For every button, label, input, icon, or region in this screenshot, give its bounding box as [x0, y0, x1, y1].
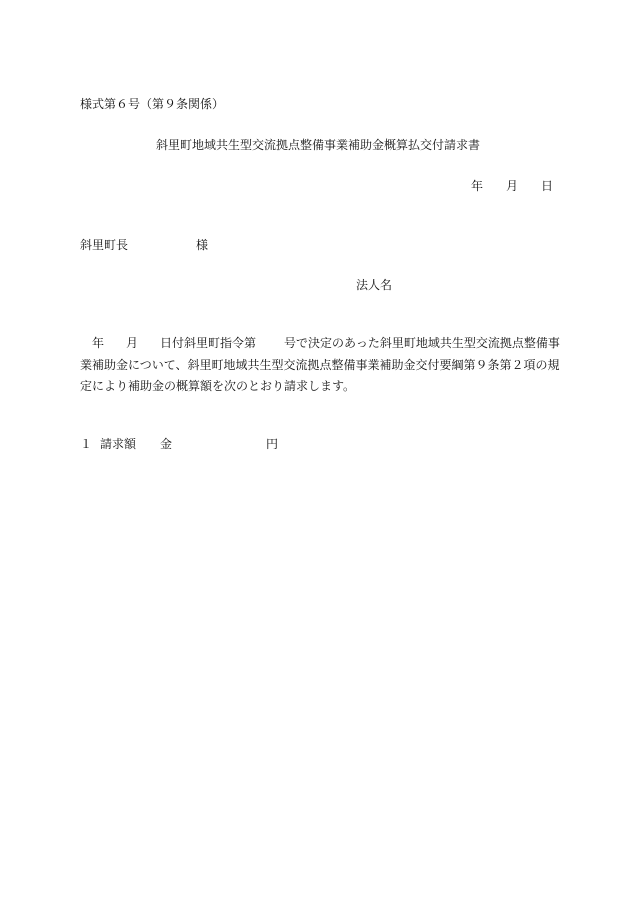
date-day-label: 日 — [541, 179, 554, 193]
claim-item-number: １ — [80, 437, 93, 451]
date-year-label: 年 — [471, 179, 484, 193]
body-line-2: 業補助金について、斜里町地域共生型交流拠点整備事業補助金交付要綱第９条第２項の規 — [80, 358, 560, 372]
body-text-part-b: 号で決定のあった斜里町地域共生型交流拠点整備事 — [284, 336, 560, 350]
document-title: 斜里町地域共生型交流拠点整備事業補助金概算払交付請求書 — [156, 138, 481, 152]
claim-currency-prefix: 金 — [160, 437, 173, 451]
body-line-3: 定により補助金の概算額を次のとおり請求します。 — [80, 379, 356, 393]
body-text-part-a: 日付斜里町指令第 — [160, 336, 257, 350]
date-month-label: 月 — [506, 179, 519, 193]
claim-amount-row — [80, 438, 380, 452]
body-year-label: 年 — [92, 336, 105, 350]
corporation-name-label: 法人名 — [356, 278, 393, 292]
form-number: 様式第６号（第９条関係） — [80, 97, 225, 111]
recipient-honorific: 様 — [196, 238, 209, 252]
claim-yen-unit: 円 — [266, 437, 279, 451]
body-line-1 — [80, 337, 560, 349]
claim-amount-label: 請求額 — [100, 437, 137, 451]
recipient-name: 斜里町長 — [80, 238, 129, 252]
body-month-label: 月 — [126, 336, 139, 350]
